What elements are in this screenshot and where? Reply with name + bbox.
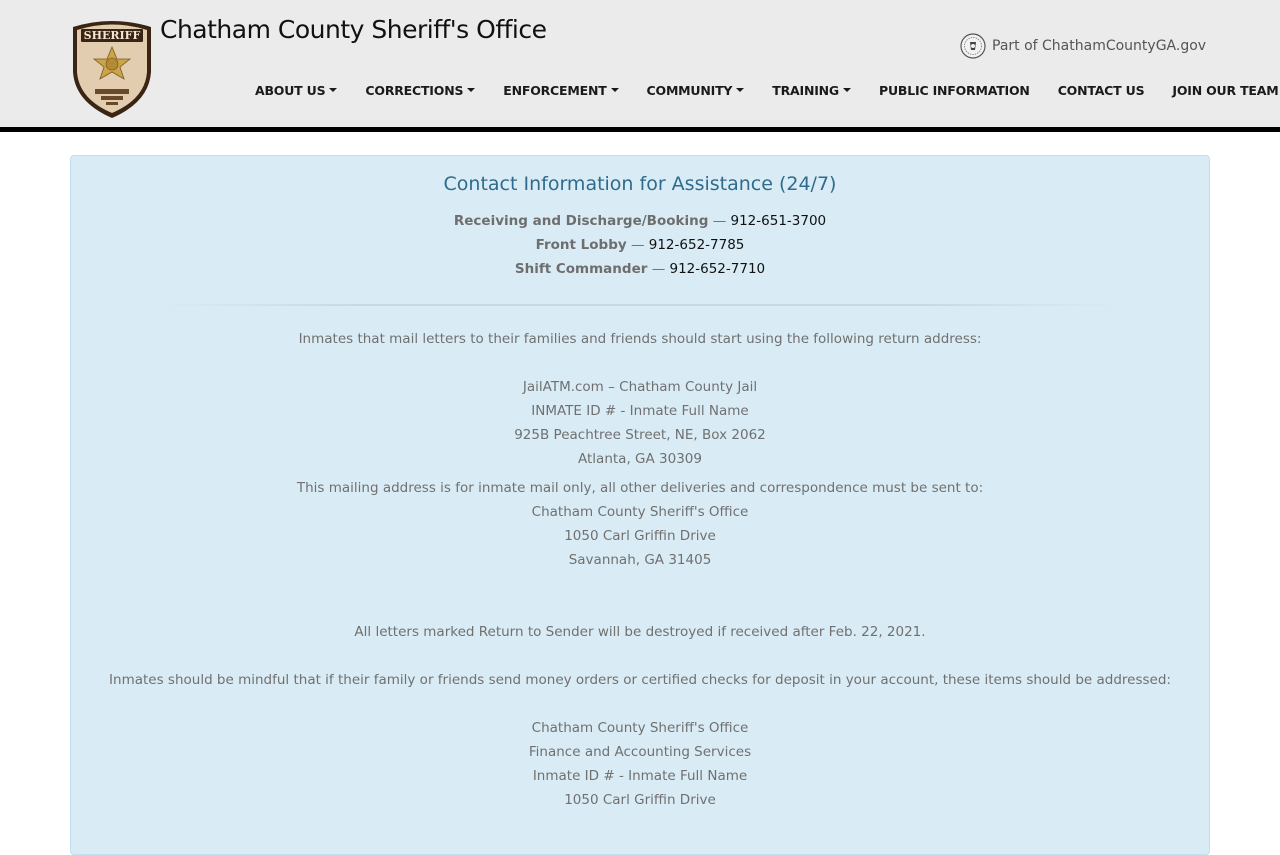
sheriff-logo[interactable] [69, 17, 155, 120]
nav-enforcement[interactable] [489, 83, 632, 98]
address-line: Finance and Accounting Services [528, 744, 752, 760]
nav-label: ENFORCEMENT [503, 82, 607, 98]
address-line: 1050 Carl Griffin Drive [564, 792, 716, 808]
phone-link[interactable]: 912-652-7785 [648, 237, 745, 253]
return-address-intro: Inmates that mail letters to their families and friends should start using the following return address: [298, 331, 982, 347]
contact-list [71, 209, 1209, 281]
nav-label: ABOUT US [255, 82, 326, 98]
phone-link[interactable]: 912-652-7710 [669, 261, 766, 277]
caret-down-icon [843, 88, 851, 92]
finance-address [71, 716, 1209, 812]
separator: — [712, 213, 727, 229]
nav-label: TRAINING [772, 82, 839, 98]
nav-corrections[interactable] [351, 83, 489, 98]
contact-row [71, 257, 1209, 281]
mail-note: This mailing address is for inmate mail only, all other deliveries and correspondence must be sent to: [296, 480, 984, 496]
nav-about-us[interactable] [241, 83, 351, 98]
nav-label: COMMUNITY [646, 82, 733, 98]
address-line: Chatham County Sheriff's Office [531, 504, 749, 520]
site-header [0, 0, 1280, 132]
address-line: Savannah, GA 31405 [568, 552, 712, 568]
caret-down-icon [467, 88, 475, 92]
contact-label: Front Lobby [535, 237, 627, 253]
address-line: Chatham County Sheriff's Office [531, 720, 749, 736]
county-link-text: Part of ChathamCountyGA.gov [992, 38, 1207, 54]
return-to-sender-note: All letters marked Return to Sender will be destroyed if received after Feb. 22, 2021. [354, 624, 926, 640]
contact-info-panel [70, 155, 1210, 855]
caret-down-icon [611, 88, 619, 92]
county-site-link[interactable] [960, 33, 1206, 59]
money-order-note: Inmates should be mindful that if their family or friends send money orders or certified checks for deposit in your account, these items should be addressed: [109, 672, 1171, 688]
caret-down-icon [736, 88, 744, 92]
nav-label: CONTACT US [1057, 82, 1145, 98]
address-line: Inmate ID # - Inmate Full Name [532, 768, 748, 784]
contact-row [71, 233, 1209, 257]
caret-down-icon [329, 88, 337, 92]
return-address [71, 375, 1209, 471]
nav-contact-us[interactable] [1044, 83, 1159, 98]
contact-row [71, 209, 1209, 233]
contact-label: Receiving and Discharge/Booking [453, 213, 709, 229]
address-line: Atlanta, GA 30309 [578, 451, 702, 467]
panel-title: Contact Information for Assistance (24/7) [443, 173, 837, 195]
nav-training[interactable] [758, 83, 865, 98]
svg-text:SHERIFF: SHERIFF [83, 29, 141, 42]
address-line: JailATM.com – Chatham County Jail [522, 379, 758, 395]
main-nav [241, 79, 1280, 101]
separator: — [651, 261, 666, 277]
county-seal-icon [960, 33, 986, 59]
nav-community[interactable] [633, 83, 759, 98]
separator: — [630, 237, 645, 253]
address-line: 1050 Carl Griffin Drive [564, 528, 716, 544]
nav-label: CORRECTIONS [365, 82, 464, 98]
nav-label: JOIN OUR TEAM [1172, 82, 1279, 98]
divider [160, 304, 1120, 306]
address-line: INMATE ID # - Inmate Full Name [531, 403, 749, 419]
nav-public-information[interactable] [865, 83, 1044, 98]
nav-label: PUBLIC INFORMATION [878, 82, 1030, 98]
phone-link[interactable]: 912-651-3700 [730, 213, 827, 229]
office-address [71, 500, 1209, 572]
contact-label: Shift Commander [514, 261, 648, 277]
nav-join-our-team[interactable] [1158, 83, 1280, 98]
sheriff-badge-icon [69, 17, 155, 120]
site-title[interactable]: Chatham County Sheriff's Office [160, 15, 547, 44]
address-line: 925B Peachtree Street, NE, Box 2062 [514, 427, 766, 443]
